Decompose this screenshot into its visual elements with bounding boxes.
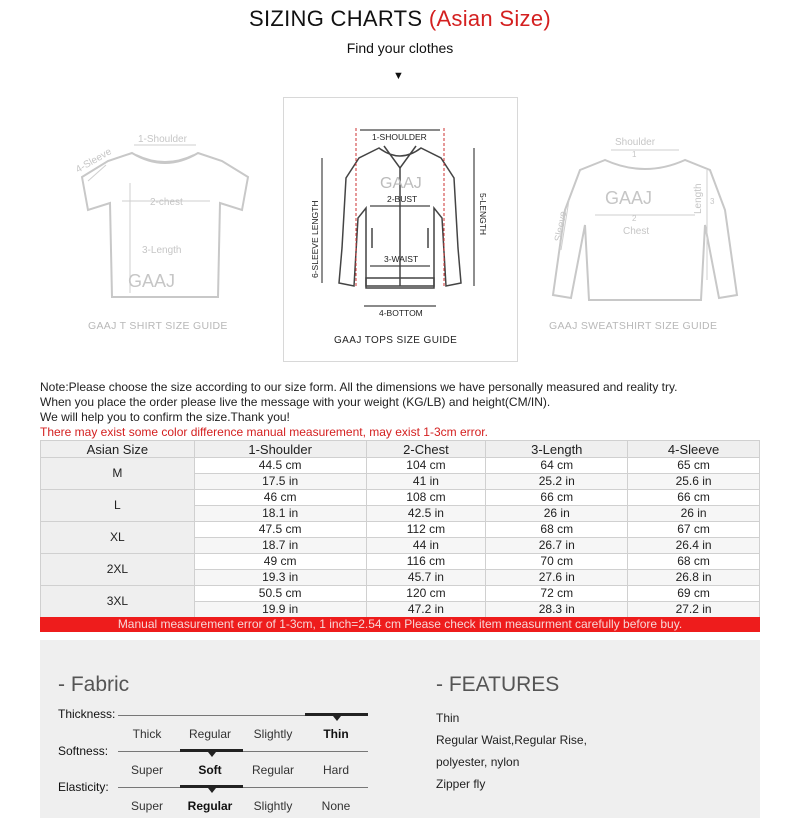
tshirt-chest-label: 2-chest [150, 197, 183, 208]
tshirt-length-label: 3-Length [142, 245, 182, 256]
table-cell: 72 cm [486, 586, 628, 602]
table-cell: 120 cm [366, 586, 486, 602]
elasticity-marker-icon [208, 788, 216, 793]
softness-option: Super [130, 763, 164, 777]
size-cell: M [41, 458, 195, 490]
table-cell: 26 in [628, 506, 760, 522]
table-cell: 26.8 in [628, 570, 760, 586]
thickness-option: Slightly [253, 727, 293, 741]
table-cell: 112 cm [366, 522, 486, 538]
table-cell: 25.2 in [486, 474, 628, 490]
tshirt-sleeve-label: 4-Sleeve [74, 146, 114, 176]
table-cell: 49 cm [194, 554, 366, 570]
table-cell: 47.2 in [366, 602, 486, 618]
note-line-3: We will help you to confirm the size.Thank you! [40, 410, 290, 424]
table-cell: 26.4 in [628, 538, 760, 554]
softness-scale [118, 751, 368, 752]
feature-item: Regular Waist,Regular Rise, [436, 733, 587, 747]
sweatshirt-num-3: 3 [710, 197, 715, 206]
elasticity-label: Elasticity: [58, 780, 109, 794]
header-chest: 2-Chest [366, 441, 486, 458]
table-cell: 68 cm [486, 522, 628, 538]
fabric-features-panel [40, 640, 760, 818]
thickness-marker-icon [333, 716, 341, 721]
sweatshirt-guide-label: GAAJ SWEATSHIRT SIZE GUIDE [549, 320, 718, 332]
tshirt-shoulder-label: 1-Shoulder [138, 134, 187, 145]
table-row [41, 490, 760, 506]
thickness-option: Thick [132, 727, 162, 741]
sweatshirt-sleeve-label: Sleeve [553, 210, 570, 243]
table-cell: 28.3 in [486, 602, 628, 618]
header-length: 3-Length [486, 441, 628, 458]
down-arrow-icon: ▼ [393, 70, 404, 82]
thickness-option: Regular [188, 727, 232, 741]
table-cell: 116 cm [366, 554, 486, 570]
elasticity-option-selected: Regular [187, 799, 233, 813]
table-cell: 47.5 cm [194, 522, 366, 538]
softness-option: Regular [251, 763, 295, 777]
size-cell: XL [41, 522, 195, 554]
table-cell: 27.2 in [628, 602, 760, 618]
table-cell: 50.5 cm [194, 586, 366, 602]
table-header-row [41, 441, 760, 458]
tops-waist-label: 3-WAIST [384, 254, 419, 264]
table-cell: 46 cm [194, 490, 366, 506]
sweatshirt-size-guide [545, 130, 745, 340]
fabric-title: - Fabric [58, 673, 130, 696]
sweatshirt-num-1: 1 [632, 150, 637, 159]
elasticity-scale [118, 787, 368, 788]
thickness-label: Thickness: [58, 707, 116, 721]
table-cell: 70 cm [486, 554, 628, 570]
note-line-2: When you place the order please live the message with your weight (KG/LB) and height(CM/IN). [40, 395, 551, 409]
features-title: - FEATURES [436, 673, 560, 696]
table-cell: 27.6 in [486, 570, 628, 586]
tshirt-guide-label: GAAJ T SHIRT SIZE GUIDE [88, 320, 228, 332]
tshirt-size-guide [70, 115, 260, 340]
header-shoulder: 1-Shoulder [194, 441, 366, 458]
table-row [41, 522, 760, 538]
tshirt-illustration [70, 115, 260, 315]
title-highlight: (Asian Size) [428, 6, 552, 31]
feature-item: Zipper fly [436, 777, 486, 791]
tops-guide-label: GAAJ TOPS SIZE GUIDE [334, 335, 458, 346]
table-cell: 67 cm [628, 522, 760, 538]
thickness-option-selected: Thin [323, 727, 349, 741]
sweatshirt-brand: GAAJ [605, 188, 653, 208]
tops-bust-label: 2-BUST [387, 194, 418, 204]
softness-marker-icon [208, 752, 216, 757]
softness-label: Softness: [58, 744, 109, 758]
tops-brand: GAAJ [380, 175, 422, 192]
table-cell: 104 cm [366, 458, 486, 474]
tops-sleeve-label: 6-SLEEVE LENGTH [310, 200, 320, 278]
note-warning: There may exist some color difference manual measurement, may exist 1-3cm error. [40, 425, 488, 439]
table-cell: 44.5 cm [194, 458, 366, 474]
feature-item: polyester, nylon [436, 755, 520, 769]
tops-size-guide [283, 97, 518, 362]
softness-option-selected: Soft [198, 763, 222, 777]
tops-length-label: 5-LENGTH [478, 193, 488, 236]
softness-option: Hard [322, 763, 349, 777]
table-cell: 18.1 in [194, 506, 366, 522]
table-cell: 41 in [366, 474, 486, 490]
elasticity-option: None [321, 799, 351, 813]
size-table [40, 440, 760, 618]
table-cell: 18.7 in [194, 538, 366, 554]
sweatshirt-chest-label: Chest [623, 226, 650, 237]
sweatshirt-num-2: 2 [632, 214, 637, 223]
jacket-illustration [284, 98, 517, 328]
sweatshirt-length-label: Length [693, 183, 704, 214]
title-main: SIZING CHARTS [248, 6, 423, 31]
table-cell: 42.5 in [366, 506, 486, 522]
table-cell: 66 cm [486, 490, 628, 506]
size-cell: 3XL [41, 586, 195, 618]
measurement-error-bar: Manual measurement error of 1-3cm, 1 inch=2.54 cm Please check item measurment carefully before buy. [40, 617, 760, 632]
table-cell: 26.7 in [486, 538, 628, 554]
tops-bottom-label: 4-BOTTOM [379, 308, 423, 318]
feature-item: Thin [436, 711, 460, 725]
table-cell: 66 cm [628, 490, 760, 506]
table-cell: 19.3 in [194, 570, 366, 586]
tops-shoulder-label: 1-SHOULDER [372, 132, 427, 142]
table-row [41, 458, 760, 474]
size-cell: 2XL [41, 554, 195, 586]
tshirt-brand: GAAJ [128, 271, 176, 291]
table-cell: 44 in [366, 538, 486, 554]
elasticity-option: Super [130, 799, 164, 813]
table-cell: 26 in [486, 506, 628, 522]
note-line-1: Note:Please choose the size according to our size form. All the dimensions we have personally measured and reality try. [40, 380, 678, 394]
table-cell: 19.9 in [194, 602, 366, 618]
elasticity-option: Slightly [253, 799, 293, 813]
subtitle: Find your clothes [346, 40, 454, 56]
page-title [0, 6, 800, 32]
table-cell: 65 cm [628, 458, 760, 474]
table-cell: 17.5 in [194, 474, 366, 490]
sweatshirt-shoulder-label: Shoulder [615, 137, 656, 148]
sweatshirt-illustration [545, 130, 745, 310]
size-cell: L [41, 490, 195, 522]
header-size: Asian Size [41, 441, 195, 458]
table-row [41, 586, 760, 602]
table-cell: 108 cm [366, 490, 486, 506]
table-cell: 25.6 in [628, 474, 760, 490]
table-cell: 69 cm [628, 586, 760, 602]
table-cell: 68 cm [628, 554, 760, 570]
table-cell: 64 cm [486, 458, 628, 474]
table-row [41, 554, 760, 570]
header-sleeve: 4-Sleeve [628, 441, 760, 458]
table-cell: 45.7 in [366, 570, 486, 586]
